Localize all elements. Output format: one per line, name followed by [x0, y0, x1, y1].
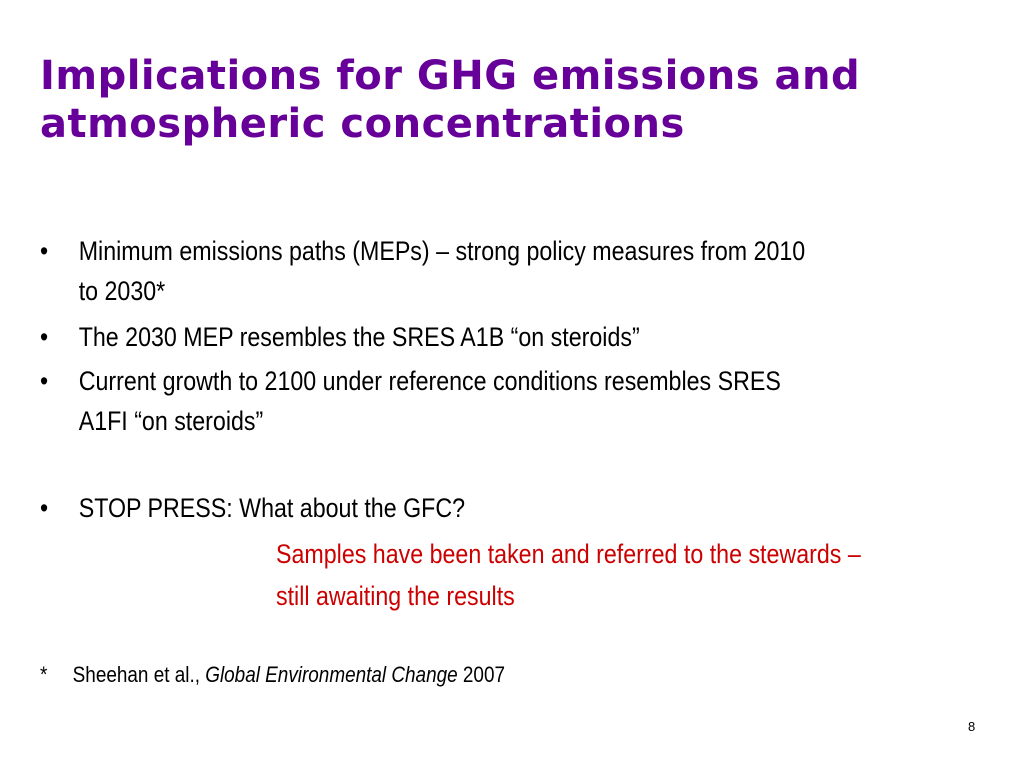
title-line-1: Implications for GHG emissions and: [40, 53, 861, 99]
reference-journal: Global Environmental Change: [205, 662, 458, 687]
bullet-text-line: The 2030 MEP resembles the SRES A1B “on steroids”: [78, 322, 640, 352]
title-line-2: atmospheric concentrations: [40, 101, 685, 147]
footnote-reference: [40, 660, 505, 690]
footnote-marker: *: [40, 662, 48, 687]
bullet-item-a1fi: [40, 361, 986, 441]
bullet-item-mep: [40, 231, 986, 311]
bullet-marker: •: [40, 366, 49, 396]
note-line-1: Samples have been taken and referred to the stewards –: [276, 539, 861, 569]
bullet-text-line: Current growth to 2100 under reference conditions resembles SRES: [78, 366, 781, 396]
bullet-text-line: Minimum emissions paths (MEPs) – strong policy measures from 2010: [78, 236, 806, 266]
bullet-marker: •: [40, 493, 49, 523]
note-line-2: still awaiting the results: [276, 581, 515, 611]
reference-year: 2007: [457, 662, 506, 687]
stop-press-note: [276, 533, 861, 617]
bullet-text-line: to 2030*: [78, 276, 166, 306]
slide-title: [40, 52, 1000, 148]
page-number: 8: [968, 719, 976, 734]
bullet-marker: •: [40, 322, 49, 352]
bullet-item-stop-press: [40, 488, 986, 528]
bullet-text-line: STOP PRESS: What about the GFC?: [78, 493, 466, 523]
bullet-item-a1b: [40, 317, 986, 357]
reference-authors: Sheehan et al.,: [72, 662, 206, 687]
bullet-marker: •: [40, 236, 49, 266]
bullet-text-line: A1FI “on steroids”: [78, 406, 264, 436]
